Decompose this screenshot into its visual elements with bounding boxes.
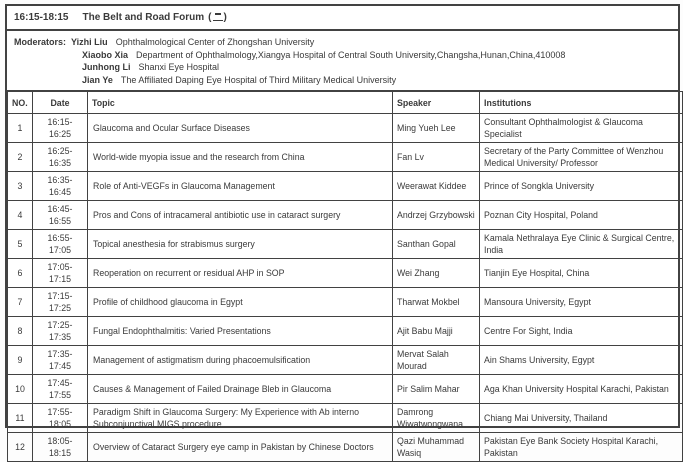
cell-institution: Tianjin Eye Hospital, China <box>480 259 683 288</box>
table-row <box>8 172 683 201</box>
cell-date: 17:15-17:25 <box>33 288 88 317</box>
moderator-affiliation: The Affiliated Daping Eye Hospital of Third Military Medical University <box>120 74 397 85</box>
cell-no: 4 <box>8 201 33 230</box>
table-row <box>8 433 683 462</box>
cell-date: 17:35-17:45 <box>33 346 88 375</box>
cell-speaker: Ming Yueh Lee <box>393 114 480 143</box>
cell-speaker: Andrzej Grzybowski <box>393 201 480 230</box>
session-title-row <box>7 6 678 31</box>
moderator-affiliation: Shanxi Eye Hospital <box>138 62 220 72</box>
moderator-affiliation: Department of Ophthalmology,Xiangya Hospital of Central South University,Changsha,Hunan,China,410008 <box>136 49 566 60</box>
cell-speaker: Pir Salim Mahar <box>393 375 480 404</box>
cell-topic: Reoperation on recurrent or residual AHP in SOP <box>88 259 393 288</box>
cell-institution: Kamala Nethralaya Eye Clinic & Surgical Centre, India <box>480 230 683 259</box>
cell-no: 5 <box>8 230 33 259</box>
moderator-line <box>14 49 672 62</box>
moderator-name: Yizhi Liu <box>71 37 108 47</box>
moderators-section <box>7 31 678 91</box>
cell-no: 3 <box>8 172 33 201</box>
column-header-no: NO. <box>8 92 33 114</box>
table-row <box>8 259 683 288</box>
cell-date: 17:45-17:55 <box>33 375 88 404</box>
cell-topic: Fungal Endophthalmitis: Varied Presentations <box>88 317 393 346</box>
cell-date: 16:45-16:55 <box>33 201 88 230</box>
cell-speaker: Santhan Gopal <box>393 230 480 259</box>
moderator-name: Junhong Li <box>82 62 131 72</box>
cell-date: 17:25-17:35 <box>33 317 88 346</box>
cell-speaker: Fan Lv <box>393 143 480 172</box>
table-row <box>8 375 683 404</box>
table-row <box>8 201 683 230</box>
cell-speaker: Weerawat Kiddee <box>393 172 480 201</box>
cell-date: 17:55-18:05 <box>33 404 88 433</box>
table-header-row <box>8 92 683 114</box>
table-body <box>8 114 683 462</box>
table-row <box>8 317 683 346</box>
cell-speaker: Wei Zhang <box>393 259 480 288</box>
table-row <box>8 346 683 375</box>
column-header-topic: Topic <box>88 92 393 114</box>
table-row <box>8 143 683 172</box>
cell-institution: Aga Khan University Hospital Karachi, Pakistan <box>480 375 683 404</box>
cell-no: 10 <box>8 375 33 404</box>
cell-institution: Prince of Songkla University <box>480 172 683 201</box>
cell-date: 16:35-16:45 <box>33 172 88 201</box>
forum-title: The Belt and Road Forum <box>82 12 205 23</box>
cell-no: 8 <box>8 317 33 346</box>
column-header-speaker: Speaker <box>393 92 480 114</box>
moderator-line <box>14 36 672 49</box>
program-sheet <box>5 4 680 458</box>
cell-no: 11 <box>8 404 33 433</box>
cell-institution: Chiang Mai University, Thailand <box>480 404 683 433</box>
cell-institution: Pakistan Eye Bank Society Hospital Karachi, Pakistan <box>480 433 683 462</box>
cell-no: 12 <box>8 433 33 462</box>
table-row <box>8 230 683 259</box>
cell-topic: Topical anesthesia for strabismus surgery <box>88 230 393 259</box>
moderator-name: Xiaobo Xia <box>82 49 129 60</box>
cell-institution: Consultant Ophthalmologist & Glaucoma Specialist <box>480 114 683 143</box>
chinese-two-glyph <box>213 12 223 21</box>
moderator-line <box>14 74 672 87</box>
cell-topic: World-wide myopia issue and the research from China <box>88 143 393 172</box>
moderators-label: Moderators: <box>14 37 67 47</box>
cell-institution: Centre For Sight, India <box>480 317 683 346</box>
cell-topic: Overview of Cataract Surgery eye camp in Pakistan by Chinese Doctors <box>88 433 393 462</box>
moderator-affiliation: Ophthalmological Center of Zhongshan University <box>115 37 315 47</box>
cell-institution: Mansoura University, Egypt <box>480 288 683 317</box>
cell-speaker: Ajit Babu Majji <box>393 317 480 346</box>
cell-speaker: Damrong Wiwatwongwana <box>393 404 480 433</box>
column-header-institutions: Institutions <box>480 92 683 114</box>
cell-institution: Secretary of the Party Committee of Wenzhou Medical University/ Professor <box>480 143 683 172</box>
forum-title-suffix <box>208 12 227 23</box>
cell-no: 6 <box>8 259 33 288</box>
cell-date: 16:55-17:05 <box>33 230 88 259</box>
cell-speaker: Qazi Muhammad Wasiq <box>393 433 480 462</box>
cell-no: 7 <box>8 288 33 317</box>
cell-date: 17:05-17:15 <box>33 259 88 288</box>
moderator-line <box>14 61 672 74</box>
table-row <box>8 288 683 317</box>
cell-speaker: Tharwat Mokbel <box>393 288 480 317</box>
cell-institution: Poznan City Hospital, Poland <box>480 201 683 230</box>
cell-date: 16:25-16:35 <box>33 143 88 172</box>
session-time: 16:15-18:15 <box>14 12 69 23</box>
cell-topic: Paradigm Shift in Glaucoma Surgery: My Experience with Ab interno Subconjunctival MIGS procedure <box>88 404 393 433</box>
cell-topic: Causes & Management of Failed Drainage Bleb in Glaucoma <box>88 375 393 404</box>
cell-topic: Management of astigmatism during phacoemulsification <box>88 346 393 375</box>
cell-topic: Pros and Cons of intracameral antibiotic use in cataract surgery <box>88 201 393 230</box>
sessions-table <box>7 91 683 462</box>
cell-institution: Ain Shams University, Egypt <box>480 346 683 375</box>
close-paren: ) <box>223 12 227 23</box>
cell-speaker: Mervat Salah Mourad <box>393 346 480 375</box>
cell-no: 9 <box>8 346 33 375</box>
moderator-name: Jian Ye <box>82 74 113 85</box>
cell-topic: Role of Anti-VEGFs in Glaucoma Management <box>88 172 393 201</box>
table-row <box>8 404 683 433</box>
open-paren: ( <box>208 12 212 23</box>
column-header-date: Date <box>33 92 88 114</box>
cell-no: 1 <box>8 114 33 143</box>
cell-date: 18:05-18:15 <box>33 433 88 462</box>
table-row <box>8 114 683 143</box>
cell-no: 2 <box>8 143 33 172</box>
cell-topic: Profile of childhood glaucoma in Egypt <box>88 288 393 317</box>
cell-topic: Glaucoma and Ocular Surface Diseases <box>88 114 393 143</box>
cell-date: 16:15-16:25 <box>33 114 88 143</box>
